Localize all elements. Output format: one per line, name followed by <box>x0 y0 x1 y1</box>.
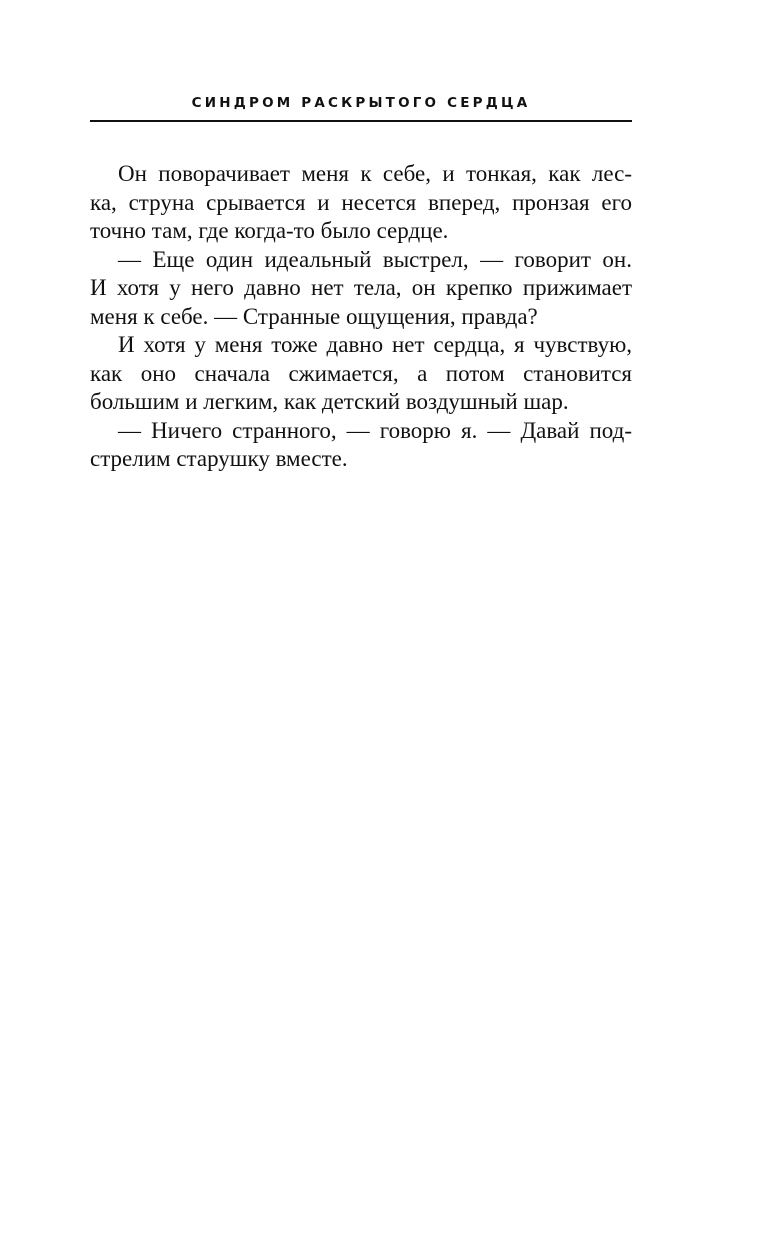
text-line: точно там, где когда-то было сердце. <box>90 218 449 243</box>
text-line: И хотя у него давно нет тела, он крепко прижимает <box>90 275 632 300</box>
text-line: как оно сначала сжимается, а потом становится <box>90 360 632 386</box>
text-line: И хотя у меня тоже давно нет сердца, я чувствую, <box>118 332 632 357</box>
text-line: Он поворачивает меня к себе, и тонкая, как лес- <box>118 161 632 186</box>
text-line: — Ничего странного, — говорю я. — Давай под- <box>118 417 632 443</box>
text-line: большим и легким, как детский воздушный шар. <box>90 389 569 414</box>
text-line: — Еще один идеальный выстрел, — говорит он. <box>118 246 632 272</box>
header-divider <box>90 120 632 122</box>
running-head-title: СИНДРОМ РАСКРЫТОГО СЕРДЦА <box>191 95 531 111</box>
text-line: ка, струна срывается и несется вперед, пронзая его <box>90 189 632 215</box>
text-line: меня к себе. — Странные ощущения, правда? <box>90 303 538 329</box>
body-text <box>90 160 632 474</box>
text-line: стрелим старушку вместе. <box>90 446 348 471</box>
